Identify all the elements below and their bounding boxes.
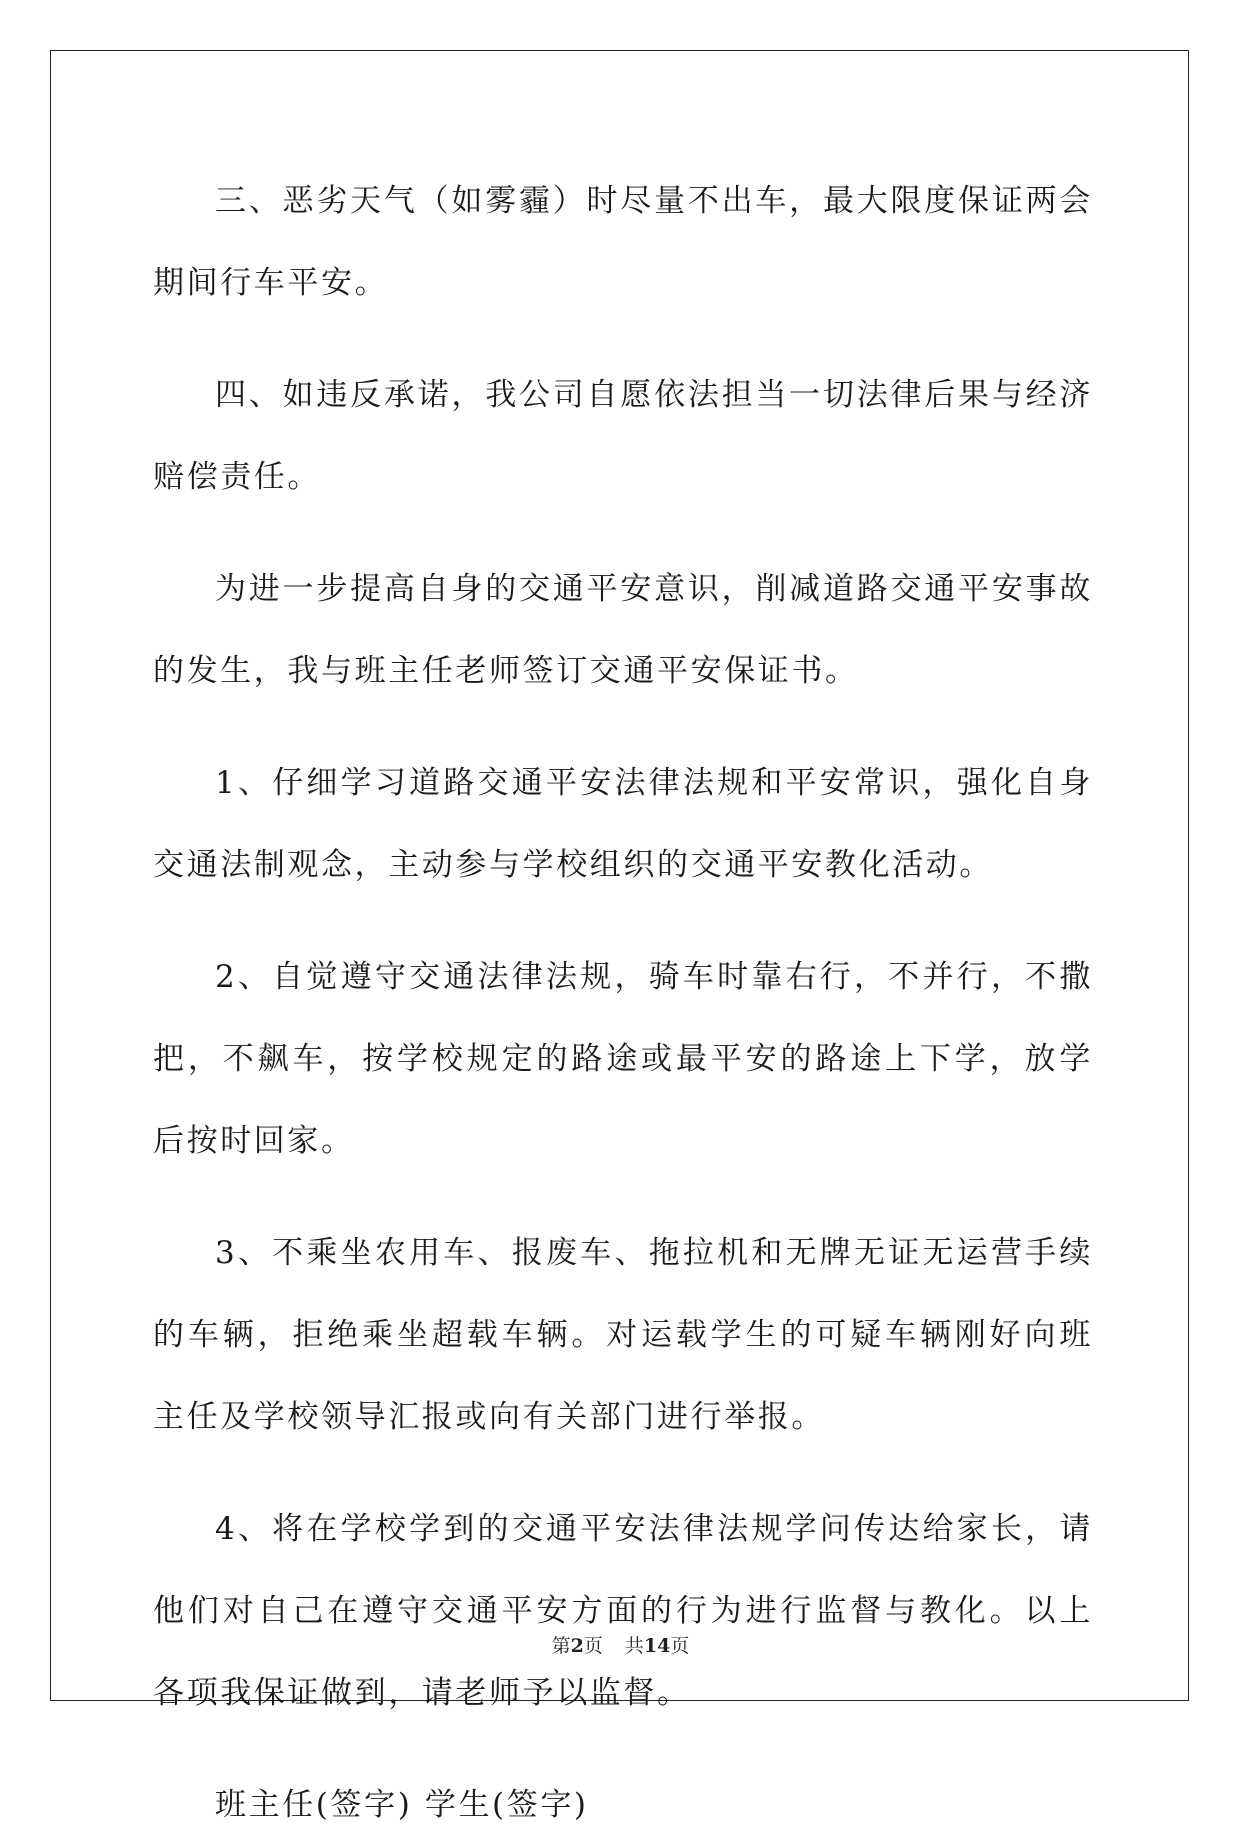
page-suffix: 页: [583, 1635, 603, 1657]
document-body: [153, 160, 1093, 1846]
total-suffix: 页: [670, 1635, 690, 1657]
total-pages: 14: [643, 1635, 671, 1657]
paragraph-1: 三、恶劣天气（如雾霾）时尽量不出车，最大限度保证两会期间行车平安。: [153, 183, 1093, 301]
page-footer: [0, 1631, 1241, 1658]
paragraph-4: 1、仔细学习道路交通平安法律法规和平安常识，强化自身交通法制观念，主动参与学校组织的交通平安教化活动。: [153, 765, 1093, 883]
page-prefix: 第: [551, 1635, 571, 1657]
paragraph-6: 3、不乘坐农用车、报废车、拖拉机和无牌无证无运营手续的车辆，拒绝乘坐超载车辆。对运载学生的可疑车辆刚好向班主任及学校领导汇报或向有关部门进行举报。: [153, 1235, 1093, 1435]
signature-line: 班主任(签字) 学生(签字): [215, 1787, 589, 1823]
paragraph-5: 2、自觉遵守交通法律法规，骑车时靠右行，不并行，不撒把，不飙车，按学校规定的路途或最平安的路途上下学，放学后按时回家。: [153, 959, 1093, 1159]
paragraph-7: 4、将在学校学到的交通平安法律法规学问传达给家长，请他们对自己在遵守交通平安方面的行为进行监督与教化。以上各项我保证做到，请老师予以监督。: [153, 1511, 1093, 1711]
paragraph-3: 为进一步提高自身的交通平安意识，削减道路交通平安事故的发生，我与班主任老师签订交通平安保证书。: [153, 571, 1093, 689]
page-number: 2: [570, 1635, 584, 1657]
total-prefix: 共: [624, 1635, 644, 1657]
paragraph-2: 四、如违反承诺，我公司自愿依法担当一切法律后果与经济赔偿责任。: [153, 377, 1093, 495]
